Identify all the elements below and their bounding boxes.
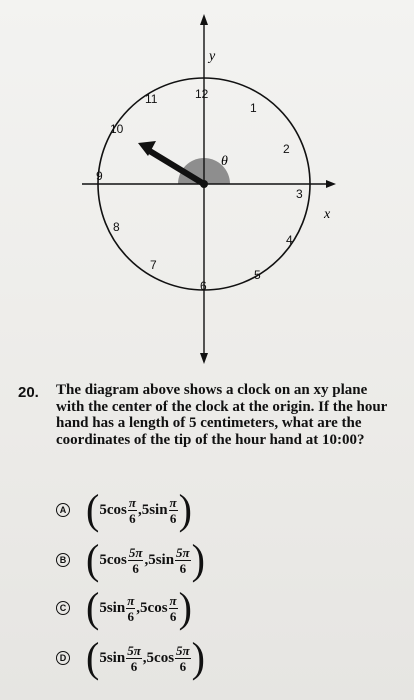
- x-axis-arrow: [326, 180, 336, 188]
- numeral-3: 3: [296, 187, 303, 201]
- numeral-4: 4: [286, 233, 293, 247]
- numeral-7: 7: [150, 258, 157, 272]
- y-axis-label: y: [209, 49, 216, 64]
- question-number: 20.: [18, 384, 39, 401]
- choice-c-expression: ( 5sin $\frac{\pi}{6}$ , 5cos $\frac{\pi}{6}$ ): [86, 583, 192, 632]
- choice-b-expression: ( 5cos $\frac{5\pi}{6}$ , 5sin $\frac{5\pi}{6}$ ): [86, 535, 205, 584]
- choice-b[interactable]: [56, 535, 205, 584]
- numeral-11: 11: [145, 92, 158, 106]
- choice-d[interactable]: [56, 633, 205, 682]
- y-axis-arrow-down: [200, 353, 208, 364]
- choice-letter-c: C: [56, 601, 70, 615]
- clock-numerals: [96, 87, 303, 293]
- choice-letter-d: D: [56, 651, 70, 665]
- choice-a-expression: ( 5cos $\frac{\pi}{6}$ , 5sin $\frac{\pi}{6}$ ): [86, 485, 192, 534]
- numeral-6: 6: [200, 279, 207, 293]
- numeral-9: 9: [96, 169, 103, 183]
- clock-center: [200, 180, 208, 188]
- choice-a[interactable]: [56, 485, 192, 534]
- numeral-8: 8: [113, 220, 120, 234]
- choice-letter-b: B: [56, 553, 70, 567]
- choice-letter-a: A: [56, 503, 70, 517]
- numeral-2: 2: [283, 142, 290, 156]
- numeral-12: 12: [195, 87, 209, 101]
- choice-d-expression: ( 5sin $\frac{5\pi}{6}$ , 5cos $\frac{5\pi}{6}$ ): [86, 633, 205, 682]
- numeral-1: 1: [250, 101, 257, 115]
- numeral-10: 10: [110, 122, 124, 136]
- x-axis-label: x: [324, 207, 331, 222]
- choice-c[interactable]: [56, 583, 192, 632]
- theta-label: θ: [221, 154, 228, 169]
- numeral-5: 5: [254, 268, 261, 282]
- question-text: The diagram above shows a clock on an xy plane with the center of the clock at the origin. If the hour hand has a length of 5 centimeters, what are the coordinates of the tip of the hour hand at 10:00?: [56, 382, 388, 448]
- y-axis-arrow-up: [200, 14, 208, 25]
